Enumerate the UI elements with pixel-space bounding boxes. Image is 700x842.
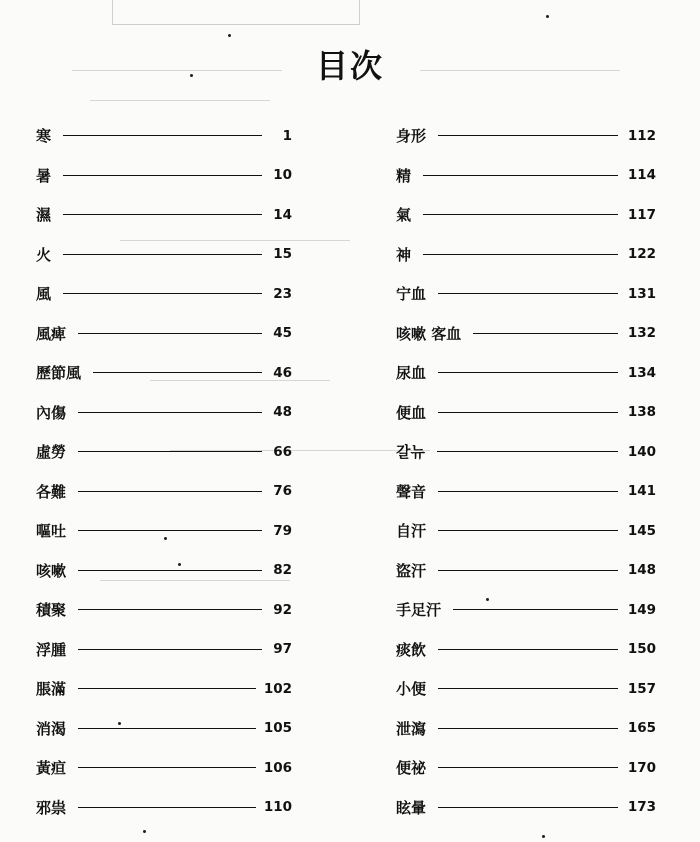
toc-entry-label: 泄瀉 — [396, 719, 427, 738]
toc-entry-label: 邪祟 — [36, 798, 67, 817]
toc-entry[interactable] — [396, 788, 656, 828]
toc-entry-label: 痰飲 — [396, 640, 427, 659]
toc-entry-page: 66 — [273, 443, 292, 460]
toc-entry-page: 131 — [627, 285, 656, 302]
toc-entry[interactable] — [36, 314, 292, 354]
dot-leader — [63, 175, 262, 176]
toc-entry[interactable] — [36, 511, 292, 551]
toc-entry-page: 23 — [273, 285, 292, 302]
dot-leader — [438, 688, 618, 689]
dot-leader — [78, 688, 256, 689]
toc-entry-label: 火 — [36, 245, 52, 264]
scan-speck — [546, 15, 549, 18]
toc-entry-label: 尿血 — [396, 364, 427, 383]
toc-entry-label: 宁血 — [396, 285, 427, 304]
toc-entry[interactable] — [36, 353, 292, 393]
dot-leader — [453, 609, 618, 610]
toc-entry-page: 117 — [627, 206, 656, 223]
toc-entry-page: 106 — [263, 759, 292, 776]
toc-entry[interactable] — [36, 432, 292, 472]
toc-entry-label: 氣 — [396, 206, 412, 225]
toc-entry[interactable] — [396, 669, 656, 709]
toc-entry[interactable] — [396, 116, 656, 156]
toc-entry[interactable] — [36, 669, 292, 709]
toc-entry-label: 風痺 — [36, 324, 67, 343]
toc-entry[interactable] — [396, 630, 656, 670]
dot-leader — [438, 530, 618, 531]
toc-entry-page: 145 — [627, 522, 656, 539]
toc-entry-label: 盜汗 — [396, 561, 427, 580]
toc-entry-label: 積聚 — [36, 601, 67, 620]
toc-entry-label: 嘔吐 — [36, 522, 67, 541]
toc-entry-page: 46 — [273, 364, 292, 381]
toc-entry[interactable] — [396, 511, 656, 551]
toc-entry-page: 79 — [273, 522, 292, 539]
toc-entry[interactable] — [396, 551, 656, 591]
toc-entry-label: 寒 — [36, 127, 52, 146]
dot-leader — [63, 254, 262, 255]
scan-speck — [164, 537, 167, 540]
toc-entry[interactable] — [396, 432, 656, 472]
toc-entry-page: 165 — [627, 720, 656, 737]
toc-entry-page: 82 — [273, 562, 292, 579]
toc-entry-page: 10 — [273, 167, 292, 184]
toc-entry-label: 便血 — [396, 403, 427, 422]
toc-entry-label: 身形 — [396, 127, 427, 146]
toc-entry[interactable] — [396, 748, 656, 788]
toc-entry-page: 134 — [627, 364, 656, 381]
toc-entry-label: 갈뉴 — [396, 443, 425, 462]
dot-leader — [423, 175, 618, 176]
dot-leader — [78, 807, 256, 808]
dot-leader — [78, 491, 262, 492]
toc-entry-page: 132 — [627, 325, 656, 342]
dot-leader — [78, 728, 256, 729]
toc-entry[interactable] — [36, 788, 292, 828]
toc-entry[interactable] — [396, 274, 656, 314]
dot-leader — [438, 293, 618, 294]
toc-entry-label: 咳嗽 客血 — [396, 324, 462, 343]
toc-entry[interactable] — [396, 156, 656, 196]
toc-entry-page: 76 — [273, 483, 292, 500]
dot-leader — [438, 491, 618, 492]
toc-entry-label: 脹滿 — [36, 680, 67, 699]
scan-speck — [486, 598, 489, 601]
dot-leader — [78, 767, 256, 768]
toc-entry[interactable] — [36, 590, 292, 630]
toc-entry[interactable] — [36, 748, 292, 788]
toc-entry-page: 173 — [627, 799, 656, 816]
toc-entry[interactable] — [396, 195, 656, 235]
toc-entry[interactable] — [36, 235, 292, 275]
dot-leader — [63, 214, 262, 215]
scan-speck — [143, 830, 146, 833]
toc-entry[interactable] — [36, 551, 292, 591]
toc-entry[interactable] — [396, 235, 656, 275]
toc-entry-label: 風 — [36, 285, 52, 304]
toc-entry-page: 92 — [273, 601, 292, 618]
toc-entry[interactable] — [396, 393, 656, 433]
toc-entry-page: 15 — [273, 246, 292, 263]
dot-leader — [438, 649, 618, 650]
toc-entry-page: 148 — [627, 562, 656, 579]
toc-entry-page: 112 — [627, 127, 656, 144]
bleed-through-line — [90, 100, 270, 101]
dot-leader — [438, 570, 618, 571]
dot-leader — [78, 412, 262, 413]
toc-entry[interactable] — [396, 709, 656, 749]
toc-entry[interactable] — [36, 472, 292, 512]
scan-speck — [178, 563, 181, 566]
toc-entry-page: 122 — [627, 246, 656, 263]
bleed-through-frame — [112, 0, 360, 25]
dot-leader — [438, 412, 618, 413]
dot-leader — [78, 530, 262, 531]
toc-entry[interactable] — [36, 274, 292, 314]
toc-entry-page: 170 — [627, 759, 656, 776]
toc-column-left — [36, 116, 292, 827]
dot-leader — [78, 570, 262, 571]
toc-entry-label: 暑 — [36, 166, 52, 185]
dot-leader — [78, 333, 262, 334]
toc-entry[interactable] — [396, 472, 656, 512]
toc-entry[interactable] — [396, 353, 656, 393]
toc-entry[interactable] — [36, 156, 292, 196]
toc-entry-page: 45 — [273, 325, 292, 342]
toc-entry-page: 110 — [263, 799, 292, 816]
toc-entry-page: 1 — [282, 127, 292, 144]
toc-entry-label: 黃疸 — [36, 759, 67, 778]
dot-leader — [93, 372, 262, 373]
toc-entry-label: 各難 — [36, 482, 67, 501]
toc-entry-label: 歷節風 — [36, 364, 82, 383]
toc-entry-label: 便祕 — [396, 759, 427, 778]
toc-entry[interactable] — [396, 314, 656, 354]
toc-entry-label: 浮腫 — [36, 640, 67, 659]
scan-speck — [118, 722, 121, 725]
dot-leader — [438, 372, 618, 373]
toc-entry-label: 消渴 — [36, 719, 67, 738]
toc-column-right — [396, 116, 656, 827]
toc-entry[interactable] — [36, 709, 292, 749]
dot-leader — [438, 767, 618, 768]
dot-leader — [423, 254, 618, 255]
toc-entry[interactable] — [36, 393, 292, 433]
toc-entry-label: 手足汗 — [396, 601, 442, 620]
page-title: 目次 — [315, 47, 384, 86]
toc-entry-label: 眩暈 — [396, 798, 427, 817]
toc-entry-page: 48 — [273, 404, 292, 421]
toc-entry-page: 102 — [263, 680, 292, 697]
dot-leader — [473, 333, 618, 334]
dot-leader — [438, 728, 618, 729]
toc-entry-label: 內傷 — [36, 403, 67, 422]
toc-entry-label: 自汗 — [396, 522, 427, 541]
scan-speck — [542, 835, 545, 838]
toc-entry[interactable] — [36, 195, 292, 235]
toc-entry-page: 105 — [263, 720, 292, 737]
dot-leader — [78, 609, 262, 610]
toc-entry-page: 140 — [627, 443, 656, 460]
dot-leader — [78, 451, 262, 452]
toc-entry-label: 神 — [396, 245, 412, 264]
toc-entry[interactable] — [36, 630, 292, 670]
toc-entry[interactable] — [396, 590, 656, 630]
toc-entry-page: 14 — [273, 206, 292, 223]
toc-entry-label: 虛勞 — [36, 443, 67, 462]
toc-entry-label: 小便 — [396, 680, 427, 699]
dot-leader — [438, 807, 618, 808]
toc-entry-page: 114 — [627, 167, 656, 184]
toc-entry-page: 138 — [627, 404, 656, 421]
scan-speck — [190, 74, 193, 77]
toc-entry-page: 149 — [627, 601, 656, 618]
dot-leader — [78, 649, 262, 650]
toc-entry-label: 精 — [396, 166, 412, 185]
toc-entry-label: 咳嗽 — [36, 561, 67, 580]
toc-entry-page: 97 — [273, 641, 292, 658]
dot-leader — [63, 135, 262, 136]
toc-entry[interactable] — [36, 116, 292, 156]
toc-entry-label: 濕 — [36, 206, 52, 225]
toc-entry-page: 157 — [627, 680, 656, 697]
scan-speck — [228, 34, 231, 37]
toc-entry-page: 141 — [627, 483, 656, 500]
dot-leader — [438, 135, 618, 136]
toc-entry-page: 150 — [627, 641, 656, 658]
dot-leader — [423, 214, 618, 215]
dot-leader — [437, 451, 618, 452]
toc-entry-label: 聲音 — [396, 482, 427, 501]
dot-leader — [63, 293, 262, 294]
